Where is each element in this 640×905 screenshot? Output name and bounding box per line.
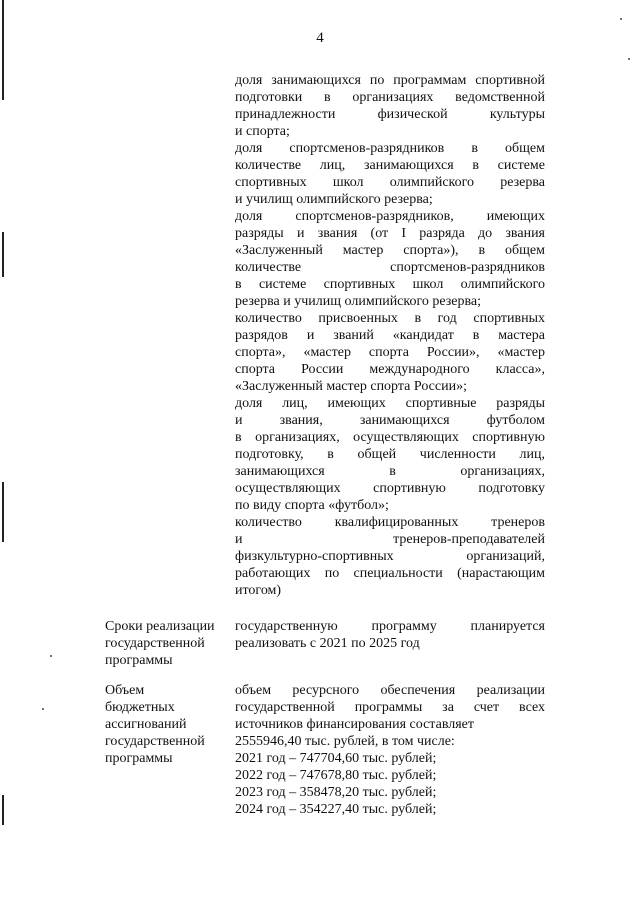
text-line: в организациях, осуществляющих спортивную	[235, 430, 545, 445]
text-line: осуществляющих спортивную подготовку	[235, 481, 545, 496]
indicator-item	[235, 72, 545, 140]
label-line: бюджетных	[105, 700, 175, 715]
scan-edge-mark	[2, 232, 4, 277]
budget-year-2022: 2022 год – 747678,80 тыс. рублей;	[235, 768, 437, 783]
terms-content	[235, 618, 545, 652]
label-line: программы	[105, 751, 173, 766]
budget-year-2024: 2024 год – 354227,40 тыс. рублей;	[235, 802, 437, 817]
text-line: работающих по специальности (нарастающим	[235, 566, 545, 581]
indicators-list	[235, 72, 545, 599]
text-line: и училищ олимпийского резерва;	[235, 192, 433, 207]
text-line: источников финансирования составляет	[235, 717, 474, 732]
indicator-item	[235, 140, 545, 208]
text-line: итогом)	[235, 583, 282, 598]
label-line: программы	[105, 653, 173, 668]
label-line: государственной	[105, 636, 205, 651]
scan-edge-mark	[2, 482, 4, 542]
text-line: разряды и звания (от I разряда до звания	[235, 226, 545, 241]
text-line: количество присвоенных в год спортивных	[235, 311, 545, 326]
text-line: разрядов и званий «кандидат в мастера	[235, 328, 545, 343]
page-number: 4	[316, 30, 324, 46]
text-line: спортивных школ олимпийского резерва	[235, 175, 545, 190]
text-line: подготовки в организациях ведомственной	[235, 90, 545, 105]
scan-edge-mark	[2, 795, 4, 825]
text-line: и звания, занимающихся футболом	[235, 413, 545, 428]
indicator-item	[235, 208, 545, 310]
label-line: ассигнований	[105, 717, 187, 732]
text-line: реализовать с 2021 по 2025 год	[235, 636, 420, 651]
budget-year-2023: 2023 год – 358478,20 тыс. рублей;	[235, 785, 437, 800]
budget-label	[105, 682, 230, 767]
text-line: количестве лиц, занимающихся в системе	[235, 158, 545, 173]
text-line: объем ресурсного обеспечения реализации	[235, 683, 545, 698]
indicator-item	[235, 395, 545, 514]
indicator-item	[235, 514, 545, 599]
text-line: «Заслуженный мастер спорта России»;	[235, 379, 467, 394]
text-line: в системе спортивных школ олимпийского	[235, 277, 545, 292]
label-line: Объем	[105, 683, 145, 698]
text-line: доля занимающихся по программам спортивной	[235, 73, 545, 88]
text-line: доля лиц, имеющих спортивные разряды	[235, 396, 545, 411]
text-line: количестве спортсменов-разрядников	[235, 260, 545, 275]
scan-dot	[620, 18, 622, 20]
budget-total: 2555946,40 тыс. рублей, в том числе:	[235, 734, 455, 749]
text-line: «Заслуженный мастер спорта»), в общем	[235, 243, 545, 258]
terms-label	[105, 618, 230, 669]
text-line: по виду спорта «футбол»;	[235, 498, 389, 513]
text-line: физкультурно-спортивных организаций,	[235, 549, 545, 564]
text-line: принадлежности физической культуры	[235, 107, 545, 122]
text-line: подготовку, в общей численности лиц,	[235, 447, 545, 462]
label-line: Сроки реализации	[105, 619, 215, 634]
indicator-item	[235, 310, 545, 395]
budget-year-2021: 2021 год – 747704,60 тыс. рублей;	[235, 751, 437, 766]
scan-dot	[50, 655, 52, 657]
text-line: резерва и училищ олимпийского резерва;	[235, 294, 482, 309]
text-line: государственной программы за счет всех	[235, 700, 545, 715]
scan-edge-mark	[2, 0, 4, 100]
text-line: государственную программу планируется	[235, 619, 545, 634]
label-line: государственной	[105, 734, 205, 749]
text-line: и тренеров-преподавателей	[235, 532, 545, 547]
budget-content	[235, 682, 545, 818]
text-line: доля спортсменов-разрядников, имеющих	[235, 209, 545, 224]
text-line: спорта», «мастер спорта России», «мастер	[235, 345, 545, 360]
scan-dot	[628, 58, 630, 60]
text-line: занимающихся в организациях,	[235, 464, 545, 479]
text-line: спорта России международного класса»,	[235, 362, 545, 377]
text-line: доля спортсменов-разрядников в общем	[235, 141, 545, 156]
text-line: количество квалифицированных тренеров	[235, 515, 545, 530]
scan-dot	[42, 708, 44, 710]
text-line: и спорта;	[235, 124, 290, 139]
